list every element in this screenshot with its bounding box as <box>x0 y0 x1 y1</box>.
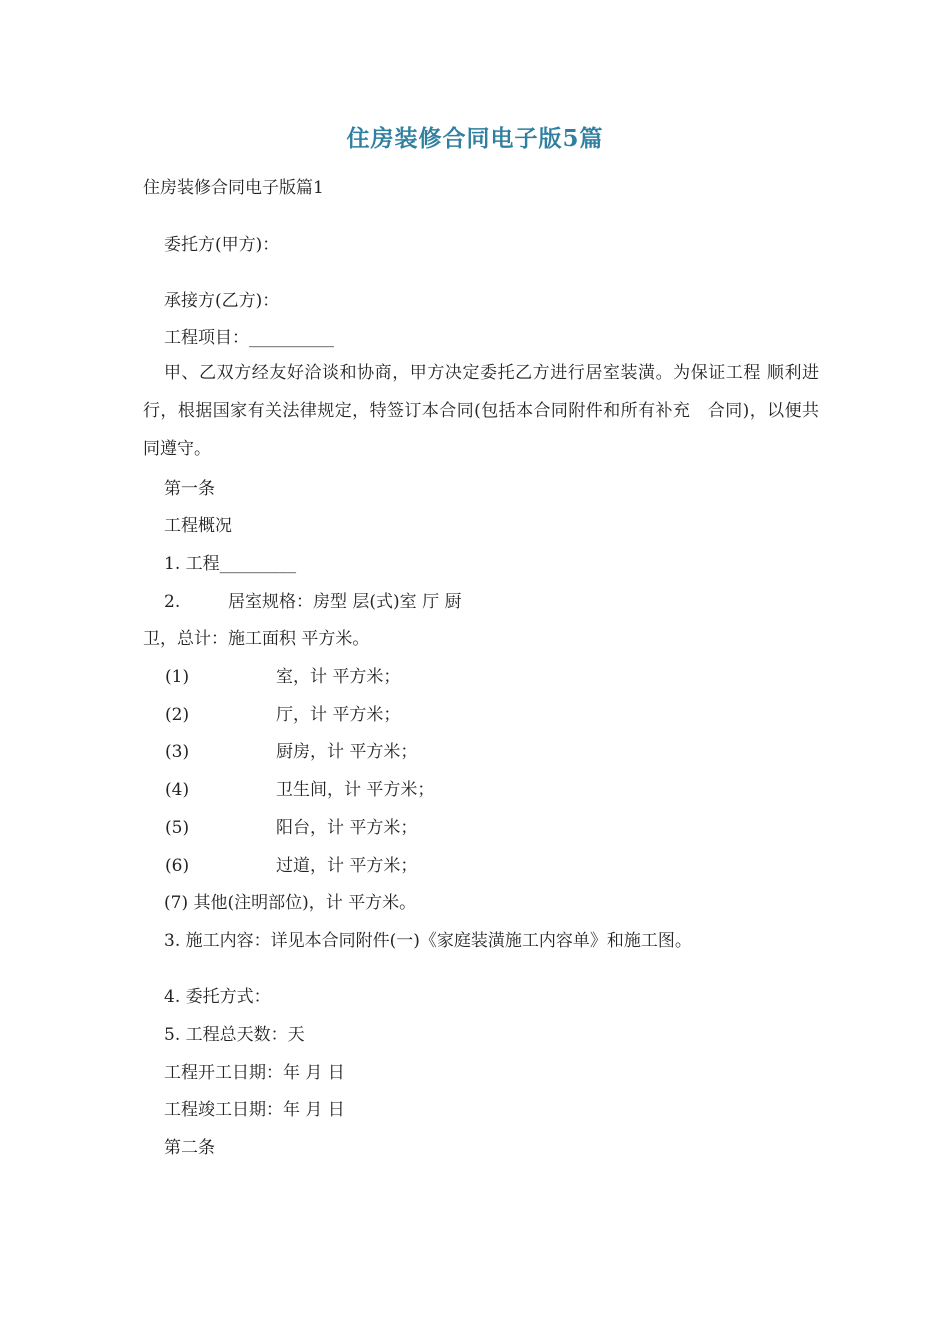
other-room-line: (7) 其他(注明部位)，计 平方米。 <box>164 893 417 913</box>
room-text: 厨房，计 平方米； <box>276 742 418 762</box>
item-5: 5. 工程总天数：天 <box>164 1025 305 1045</box>
room-number: (3) <box>165 742 190 762</box>
room-number: (2) <box>165 705 190 725</box>
contractor-line: 承接方(乙方)： <box>164 291 280 311</box>
room-number: (4) <box>165 780 190 800</box>
room-text: 室，计 平方米； <box>276 667 401 687</box>
room-text: 阳台，计 平方米； <box>276 818 418 838</box>
item-4: 4. 委托方式： <box>164 987 271 1007</box>
client-line: 委托方(甲方)： <box>164 235 280 255</box>
article-2-heading: 第二条 <box>164 1138 215 1158</box>
room-number: (5) <box>165 818 190 838</box>
document-title: 住房装修合同电子版5篇 <box>346 125 604 152</box>
section-heading: 住房装修合同电子版篇1 <box>143 178 324 198</box>
end-date-line: 工程竣工日期：年 月 日 <box>164 1100 345 1120</box>
room-text: 过道，计 平方米； <box>276 856 418 876</box>
item-2-text: 居室规格：房型 层(式)室 厅 厨 <box>228 592 462 612</box>
item-1: 1. 工程_________ <box>164 554 297 574</box>
overview-heading: 工程概况 <box>164 516 232 536</box>
item-3: 3. 施工内容：详见本合同附件(一)《家庭装潢施工内容单》和施工图。 <box>164 931 692 951</box>
start-date-line: 工程开工日期：年 月 日 <box>164 1063 345 1083</box>
room-number: (6) <box>165 856 190 876</box>
article-1-heading: 第一条 <box>164 479 215 499</box>
project-line: 工程项目：__________ <box>164 328 334 348</box>
room-text: 卫生间，计 平方米； <box>276 780 435 800</box>
room-text: 厅，计 平方米； <box>276 705 401 725</box>
item-2-number: 2. <box>164 592 181 612</box>
room-number: (1) <box>165 667 190 687</box>
intro-paragraph: 甲、乙双方经友好洽谈和协商，甲方决定委托乙方进行居室装潢。为保证工程 顺利进行，根据国家有关法律规定，特签订本合同(包括本合同附件和所有补充 合同)，以便共同遵守。 <box>143 363 819 459</box>
item-2-continuation: 卫，总计：施工面积 平方米。 <box>143 629 370 649</box>
